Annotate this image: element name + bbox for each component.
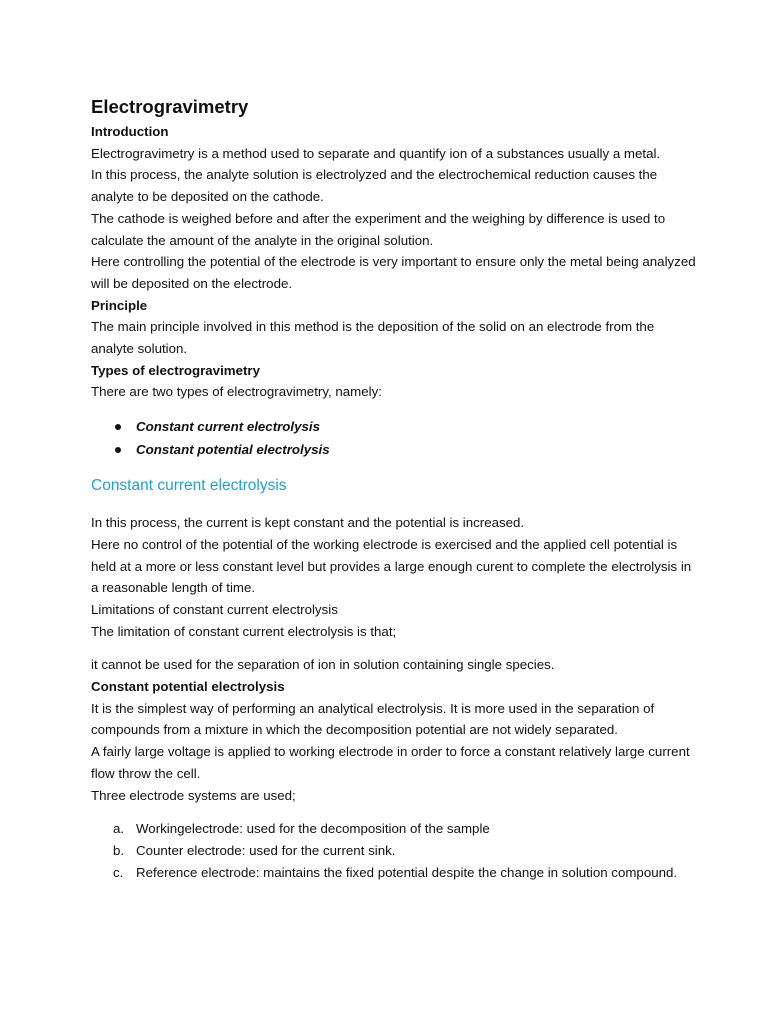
- intro-paragraph: In this process, the analyte solution is electrolyzed and the electrochemical reduction causes the analyte to be deposited on the cathode.: [91, 167, 658, 205]
- constant-current-heading: Constant current electrolysis: [91, 477, 287, 495]
- types-heading: Types of electrogravimetry: [91, 362, 260, 378]
- limitation-paragraph: it cannot be used for the separation of ion in solution containing single species.: [91, 657, 555, 673]
- intro-paragraph: Here controlling the potential of the electrode is very important to ensure only the metal being analyzed will be deposited on the electrode.: [91, 254, 696, 291]
- constant-potential-paragraph: It is the simplest way of performing an analytical electrolysis. It is more used in the separation of compounds from a mixture in which the decomposition potential are not widely separated.: [91, 700, 655, 738]
- intro-paragraph: Electrogravimetry is a method used to separate and quantify ion of a substances usually a metal.: [91, 145, 661, 161]
- intro-paragraph: The cathode is weighed before and after the experiment and the weighing by difference is used to calculate the amount of the analyte in the original solution.: [91, 210, 666, 248]
- spacer: [91, 497, 698, 512]
- bullet-icon: [115, 424, 121, 430]
- bullet-icon: [115, 447, 121, 453]
- types-list: [91, 415, 698, 461]
- list-item: [91, 415, 698, 438]
- constant-potential-heading: Constant potential electrolysis: [91, 679, 285, 695]
- list-item-text: Constant potential electrolysis: [136, 442, 330, 458]
- constant-potential-paragraph: Three electrode systems are used;: [91, 787, 296, 803]
- list-item-text: Constant current electrolysis: [136, 419, 320, 435]
- constant-potential-paragraph: A fairly large voltage is applied to working electrode in order to force a constant relatively large current flow throw the cell.: [91, 744, 690, 781]
- constant-current-paragraph: The limitation of constant current electrolysis is that;: [91, 623, 397, 639]
- list-item-text: Workingelectrode: used for the decomposition of the sample: [136, 821, 490, 837]
- document-title: Electrogravimetry: [91, 96, 249, 117]
- constant-current-paragraph: Limitations of constant current electrolysis: [91, 601, 338, 617]
- list-item: [91, 862, 698, 884]
- constant-current-paragraph: Here no control of the potential of the working electrode is exercised and the applied cell potential is held at a more or less constant level but provides a large enough curent to complete the electrolysis in a reasonable length of time.: [91, 536, 692, 596]
- types-paragraph: There are two types of electrogravimetry, namely:: [91, 384, 382, 400]
- list-item: [91, 840, 698, 862]
- list-marker: c.: [113, 864, 124, 880]
- list-marker: a.: [113, 821, 125, 837]
- constant-current-paragraph: In this process, the current is kept constant and the potential is increased.: [91, 515, 525, 531]
- principle-paragraph: The main principle involved in this method is the deposition of the solid on an electrode from the analyte solution.: [91, 319, 655, 357]
- list-item: [91, 818, 698, 840]
- spacer: [91, 642, 698, 654]
- list-item-text: Reference electrode: maintains the fixed potential despite the change in solution compound.: [136, 864, 678, 880]
- list-item-text: Counter electrode: used for the current sink.: [136, 842, 396, 858]
- electrode-list: [91, 818, 698, 883]
- introduction-heading: Introduction: [91, 124, 169, 139]
- list-item: [91, 438, 698, 461]
- principle-heading: Principle: [91, 297, 148, 313]
- list-marker: b.: [113, 842, 125, 858]
